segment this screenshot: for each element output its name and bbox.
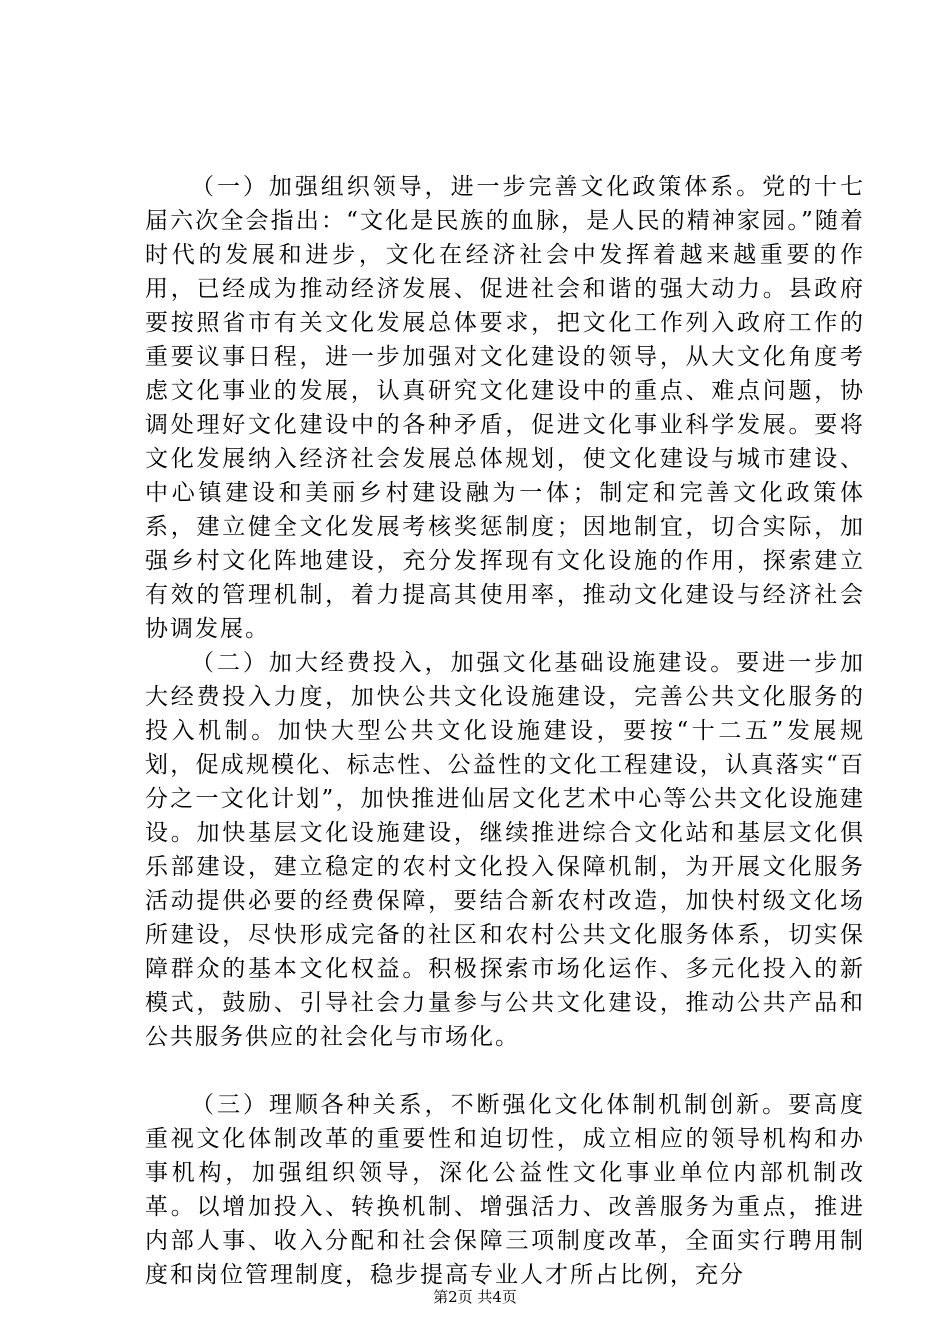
paragraph-1: （一）加强组织领导，进一步完善文化政策体系。党的十七届六次全会指出：“文化是民族的血脉，是人民的精神家园。”随着时代的发展和进步，文化在经济社会中发挥着越来越重要的作用，已经成为推动经济发展、促进社会和谐的强大动力。县政府要按照省市有关文化发展总体要求，把文化工作列入政府工作的重要议事日程，进一步加强对文化建设的领导，从大文化角度考虑文化事业的发展，认真研究文化建设中的重点、难点问题，协调处理好文化建设中的各种矛盾，促进文化事业科学发展。要将文化发展纳入经济社会发展总体规划，使文化建设与城市建设、中心镇建设和美丽乡村建设融为一体；制定和完善文化政策体系，建立健全文化发展考核奖惩制度；因地制宜，切合实际，加强乡村文化阵地建设，充分发挥现有文化设施的作用，探索建立有效的管理机制，着力提高其使用率，推动文化建设与经济社会协调发展。 bbox=[145, 174, 865, 642]
page-footer: 第2页 共4页 bbox=[433, 1288, 517, 1306]
paragraph-3: （三）理顺各种关系，不断强化文化体制机制创新。要高度重视文化体制改革的重要性和迫切性，成立相应的领导机构和办事机构，加强组织领导，深化公益性文化事业单位内部机制改革。以增加投入、转换机制、增强活力、改善服务为重点，推进内部人事、收入分配和社会保障三项制度改革，全面实行聘用制度和岗位管理制度，稳步提高专业人才所占比例，充分 bbox=[145, 1092, 865, 1288]
document-body bbox=[145, 170, 865, 1292]
paragraph-2: （二）加大经费投入，加强文化基础设施建设。要进一步加大经费投入力度，加快公共文化设施建设，完善公共文化服务的投入机制。加快大型公共文化设施建设，要按“十二五”发展规划，促成规模化、标志性、公益性的文化工程建设，认真落实“百分之一文化计划”，加快推进仙居文化艺术中心等公共文化设施建设。加快基层文化设施建设，继续推进综合文化站和基层文化俱乐部建设，建立稳定的农村文化投入保障机制，为开展文化服务活动提供必要的经费保障，要结合新农村改造，加快村级文化场所建设，尽快形成完备的社区和农村公共文化服务体系，切实保障群众的基本文化权益。积极探索市场化运作、多元化投入的新模式，鼓励、引导社会力量参与公共文化建设，推动公共产品和公共服务供应的社会化与市场化。 bbox=[145, 650, 865, 1050]
